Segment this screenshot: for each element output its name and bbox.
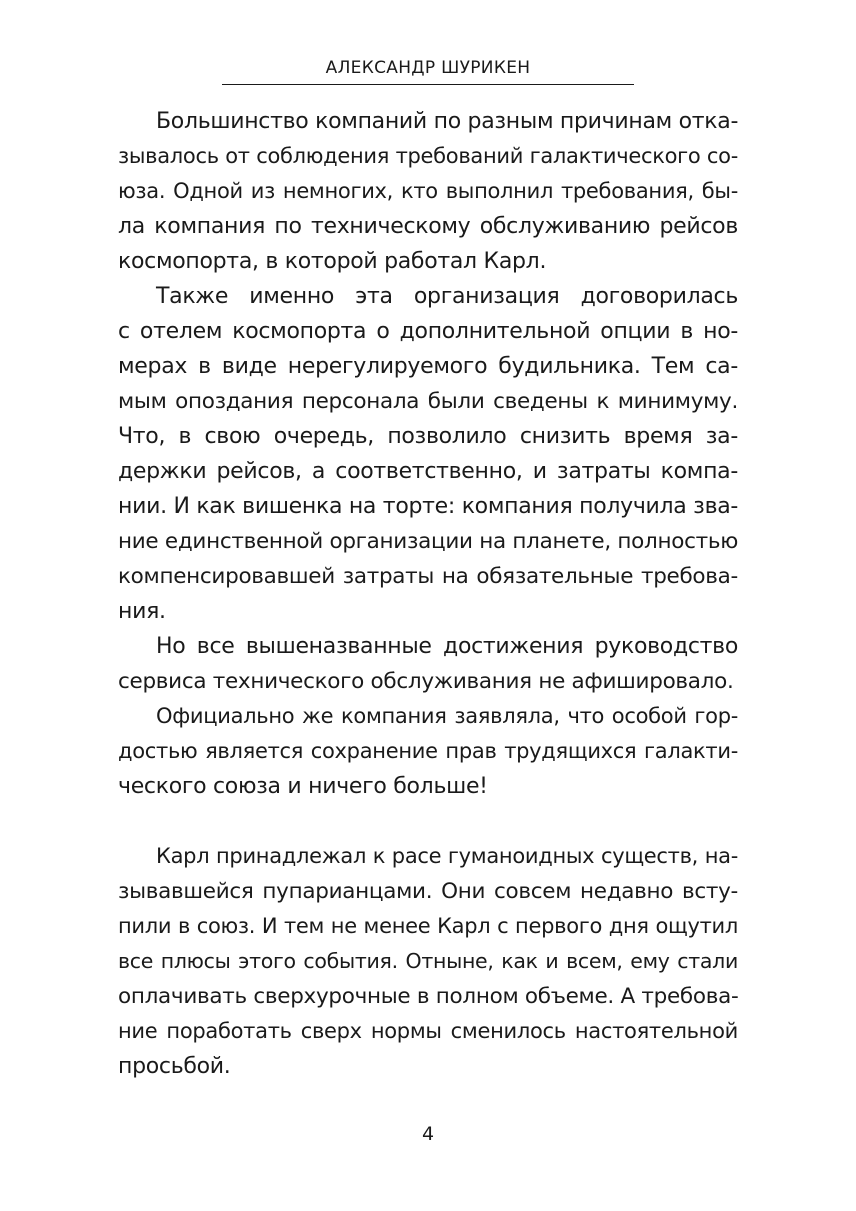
- text-line: Большинство компаний по разным причинам отка-: [156, 109, 739, 134]
- text-line: Также именно эта организация договорилась: [156, 284, 738, 309]
- text-line: Что, в свою очередь, позволило снизить время за-: [118, 424, 738, 449]
- text-line: все плюсы этого события. Отныне, как и всем, ему стали: [118, 949, 738, 973]
- header-rule: [222, 84, 634, 85]
- body-text: [118, 104, 738, 1084]
- text-line: зывавшейся пупарианцами. Они совсем недавно всту-: [118, 879, 738, 904]
- text-line: ние единственной организации на планете, полностью: [118, 529, 738, 554]
- text-line: достью является сохранение прав трудящихся галакти-: [118, 739, 738, 763]
- text-line: юза. Одной из немногих, кто выполнил требования, бы-: [118, 179, 738, 203]
- section-break: [118, 804, 738, 839]
- text-line: с отелем космопорта о дополнительной опции в но-: [118, 319, 738, 344]
- text-line: сервиса технического обслуживания не афишировало.: [118, 669, 734, 694]
- text-line: ния.: [118, 599, 166, 624]
- text-line: нии. И как вишенка на торте: компания получила зва-: [118, 494, 739, 519]
- text-line: ла компания по техническому обслуживанию рейсов: [118, 214, 738, 239]
- text-line: космопорта, в которой работал Карл.: [118, 249, 547, 274]
- text-line: мым опоздания персонала были сведены к минимуму.: [118, 389, 738, 414]
- text-line: Официально же компания заявляла, что особой гор-: [156, 704, 738, 728]
- text-line: ние поработать сверх нормы сменилось настоятельной: [118, 1019, 738, 1043]
- text-line: просьбой.: [118, 1054, 231, 1079]
- running-head-author: АЛЕКСАНДР ШУРИКЕН: [325, 58, 531, 78]
- page-number: 4: [421, 1123, 435, 1145]
- text-line: зывалось от соблюдения требований галактического со-: [118, 144, 738, 168]
- text-line: Карл принадлежал к расе гуманоидных существ, на-: [156, 844, 738, 868]
- text-line: держки рейсов, а соответственно, и затраты компа-: [118, 459, 738, 484]
- text-line: пили в союз. И тем не менее Карл с первого дня ощутил: [118, 914, 738, 938]
- text-line: Но все вышеназванные достижения руководство: [156, 634, 738, 659]
- text-line: оплачивать сверхурочные в полном объеме. А требова-: [118, 984, 739, 1009]
- text-line: мерах в виде нерегулируемого будильника. Тем са-: [118, 354, 738, 379]
- text-line: ческого союза и ничего больше!: [118, 774, 488, 799]
- text-line: компенсировавшей затраты на обязательные требова-: [118, 564, 738, 589]
